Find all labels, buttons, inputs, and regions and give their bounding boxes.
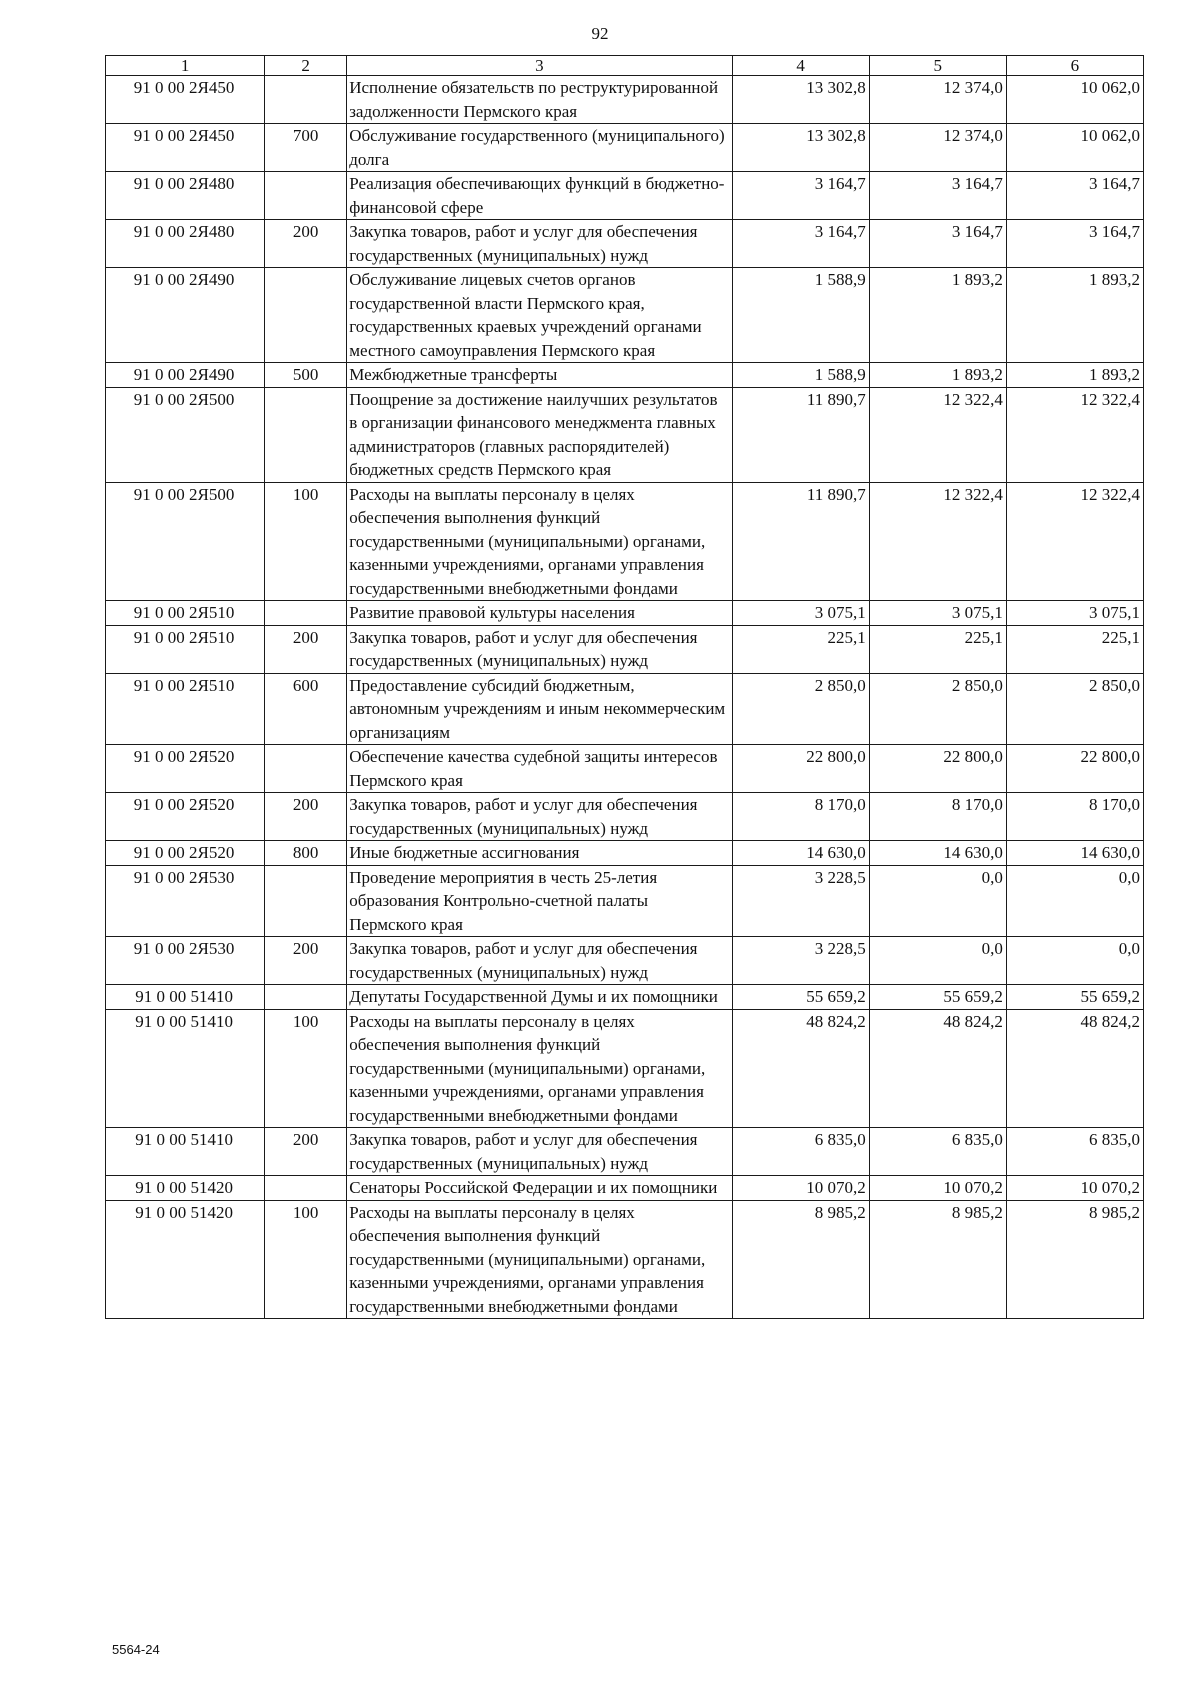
table-row xyxy=(106,937,1144,985)
expense-name: Закупка товаров, работ и услуг для обеспечения государственных (муниципальных) нужд xyxy=(347,220,732,268)
expense-name: Расходы на выплаты персоналу в целях обеспечения выполнения функций государственными (муниципальными) органами, казенными учреждениями, органами управления государственными внебюджетными фондами xyxy=(347,1200,732,1319)
table-row xyxy=(106,601,1144,626)
amount-col-6: 0,0 xyxy=(1006,937,1143,985)
target-article-code: 91 0 00 2Я450 xyxy=(106,76,265,124)
table-row xyxy=(106,793,1144,841)
target-article-code: 91 0 00 51410 xyxy=(106,1009,265,1128)
amount-col-5: 3 164,7 xyxy=(869,172,1006,220)
expense-name: Развитие правовой культуры населения xyxy=(347,601,732,626)
amount-col-4: 48 824,2 xyxy=(732,1009,869,1128)
expense-type-code: 100 xyxy=(265,1200,347,1319)
target-article-code: 91 0 00 51420 xyxy=(106,1200,265,1319)
table-row xyxy=(106,482,1144,601)
amount-col-4: 225,1 xyxy=(732,625,869,673)
amount-col-5: 3 164,7 xyxy=(869,220,1006,268)
table-row xyxy=(106,865,1144,937)
target-article-code: 91 0 00 2Я510 xyxy=(106,673,265,745)
target-article-code: 91 0 00 2Я500 xyxy=(106,482,265,601)
expense-name: Закупка товаров, работ и услуг для обеспечения государственных (муниципальных) нужд xyxy=(347,937,732,985)
expense-name: Закупка товаров, работ и услуг для обеспечения государственных (муниципальных) нужд xyxy=(347,793,732,841)
expense-type-code xyxy=(265,268,347,363)
expense-name: Депутаты Государственной Думы и их помощники xyxy=(347,985,732,1010)
expense-name: Закупка товаров, работ и услуг для обеспечения государственных (муниципальных) нужд xyxy=(347,625,732,673)
table-row xyxy=(106,76,1144,124)
target-article-code: 91 0 00 2Я520 xyxy=(106,745,265,793)
amount-col-6: 3 075,1 xyxy=(1006,601,1143,626)
amount-col-4: 8 170,0 xyxy=(732,793,869,841)
amount-col-5: 0,0 xyxy=(869,937,1006,985)
table-row xyxy=(106,1200,1144,1319)
target-article-code: 91 0 00 51410 xyxy=(106,1128,265,1176)
table-row xyxy=(106,1009,1144,1128)
header-col-6: 6 xyxy=(1006,56,1143,76)
amount-col-5: 1 893,2 xyxy=(869,363,1006,388)
amount-col-6: 12 322,4 xyxy=(1006,482,1143,601)
amount-col-4: 11 890,7 xyxy=(732,387,869,482)
amount-col-4: 3 164,7 xyxy=(732,220,869,268)
expense-name: Реализация обеспечивающих функций в бюджетно-финансовой сфере xyxy=(347,172,732,220)
table-row xyxy=(106,172,1144,220)
amount-col-6: 55 659,2 xyxy=(1006,985,1143,1010)
amount-col-6: 1 893,2 xyxy=(1006,363,1143,388)
amount-col-5: 0,0 xyxy=(869,865,1006,937)
amount-col-6: 3 164,7 xyxy=(1006,220,1143,268)
target-article-code: 91 0 00 2Я490 xyxy=(106,268,265,363)
amount-col-5: 48 824,2 xyxy=(869,1009,1006,1128)
expense-type-code xyxy=(265,865,347,937)
target-article-code: 91 0 00 2Я530 xyxy=(106,865,265,937)
amount-col-5: 3 075,1 xyxy=(869,601,1006,626)
header-col-1: 1 xyxy=(106,56,265,76)
amount-col-6: 12 322,4 xyxy=(1006,387,1143,482)
amount-col-4: 13 302,8 xyxy=(732,76,869,124)
amount-col-6: 10 062,0 xyxy=(1006,124,1143,172)
target-article-code: 91 0 00 2Я520 xyxy=(106,841,265,866)
expense-name: Сенаторы Российской Федерации и их помощники xyxy=(347,1176,732,1201)
expense-type-code: 100 xyxy=(265,482,347,601)
expense-type-code xyxy=(265,745,347,793)
expense-type-code: 800 xyxy=(265,841,347,866)
target-article-code: 91 0 00 2Я490 xyxy=(106,363,265,388)
expense-type-code xyxy=(265,601,347,626)
expense-name: Расходы на выплаты персоналу в целях обеспечения выполнения функций государственными (муниципальными) органами, казенными учреждениями, органами управления государственными внебюджетными фондами xyxy=(347,482,732,601)
amount-col-4: 3 164,7 xyxy=(732,172,869,220)
amount-col-5: 12 322,4 xyxy=(869,482,1006,601)
expense-type-code: 200 xyxy=(265,220,347,268)
expense-type-code: 200 xyxy=(265,1128,347,1176)
amount-col-4: 8 985,2 xyxy=(732,1200,869,1319)
amount-col-5: 12 322,4 xyxy=(869,387,1006,482)
expense-type-code: 100 xyxy=(265,1009,347,1128)
amount-col-4: 3 228,5 xyxy=(732,865,869,937)
expense-name: Иные бюджетные ассигнования xyxy=(347,841,732,866)
expense-type-code xyxy=(265,985,347,1010)
expense-name: Проведение мероприятия в честь 25-летия образования Контрольно-счетной палаты Пермского края xyxy=(347,865,732,937)
amount-col-4: 6 835,0 xyxy=(732,1128,869,1176)
amount-col-4: 1 588,9 xyxy=(732,268,869,363)
amount-col-6: 10 070,2 xyxy=(1006,1176,1143,1201)
header-col-4: 4 xyxy=(732,56,869,76)
amount-col-6: 1 893,2 xyxy=(1006,268,1143,363)
table-row xyxy=(106,363,1144,388)
table-row xyxy=(106,673,1144,745)
amount-col-6: 10 062,0 xyxy=(1006,76,1143,124)
expense-name: Обслуживание государственного (муниципального) долга xyxy=(347,124,732,172)
amount-col-4: 3 228,5 xyxy=(732,937,869,985)
document-footer-code: 5564-24 xyxy=(112,1642,160,1657)
expense-type-code xyxy=(265,387,347,482)
expense-name: Обслуживание лицевых счетов органов государственной власти Пермского края, государственных краевых учреждений органами местного самоуправления Пермского края xyxy=(347,268,732,363)
table-row xyxy=(106,625,1144,673)
budget-table xyxy=(105,55,1144,1319)
amount-col-6: 22 800,0 xyxy=(1006,745,1143,793)
expense-name: Межбюджетные трансферты xyxy=(347,363,732,388)
amount-col-4: 13 302,8 xyxy=(732,124,869,172)
expense-name: Поощрение за достижение наилучших результатов в организации финансового менеджмента главных администраторов (главных распорядителей) бюджетных средств Пермского края xyxy=(347,387,732,482)
expense-type-code: 700 xyxy=(265,124,347,172)
expense-name: Закупка товаров, работ и услуг для обеспечения государственных (муниципальных) нужд xyxy=(347,1128,732,1176)
amount-col-5: 12 374,0 xyxy=(869,124,1006,172)
expense-type-code: 500 xyxy=(265,363,347,388)
amount-col-4: 10 070,2 xyxy=(732,1176,869,1201)
target-article-code: 91 0 00 2Я450 xyxy=(106,124,265,172)
amount-col-5: 8 170,0 xyxy=(869,793,1006,841)
amount-col-6: 48 824,2 xyxy=(1006,1009,1143,1128)
amount-col-4: 2 850,0 xyxy=(732,673,869,745)
amount-col-6: 6 835,0 xyxy=(1006,1128,1143,1176)
table-row xyxy=(106,745,1144,793)
amount-col-6: 14 630,0 xyxy=(1006,841,1143,866)
amount-col-4: 3 075,1 xyxy=(732,601,869,626)
target-article-code: 91 0 00 2Я510 xyxy=(106,625,265,673)
expense-name: Расходы на выплаты персоналу в целях обеспечения выполнения функций государственными (муниципальными) органами, казенными учреждениями, органами управления государственными внебюджетными фондами xyxy=(347,1009,732,1128)
expense-type-code xyxy=(265,172,347,220)
amount-col-5: 22 800,0 xyxy=(869,745,1006,793)
target-article-code: 91 0 00 2Я480 xyxy=(106,172,265,220)
header-col-5: 5 xyxy=(869,56,1006,76)
amount-col-5: 225,1 xyxy=(869,625,1006,673)
expense-type-code: 200 xyxy=(265,625,347,673)
amount-col-6: 3 164,7 xyxy=(1006,172,1143,220)
amount-col-5: 12 374,0 xyxy=(869,76,1006,124)
table-header-row xyxy=(106,56,1144,76)
table-row xyxy=(106,1176,1144,1201)
amount-col-5: 1 893,2 xyxy=(869,268,1006,363)
table-row xyxy=(106,985,1144,1010)
header-col-3: 3 xyxy=(347,56,732,76)
amount-col-4: 22 800,0 xyxy=(732,745,869,793)
target-article-code: 91 0 00 2Я480 xyxy=(106,220,265,268)
table-row xyxy=(106,1128,1144,1176)
expense-type-code: 200 xyxy=(265,793,347,841)
expense-type-code xyxy=(265,1176,347,1201)
target-article-code: 91 0 00 51410 xyxy=(106,985,265,1010)
table-row xyxy=(106,268,1144,363)
amount-col-5: 6 835,0 xyxy=(869,1128,1006,1176)
amount-col-6: 0,0 xyxy=(1006,865,1143,937)
expense-type-code: 200 xyxy=(265,937,347,985)
amount-col-6: 225,1 xyxy=(1006,625,1143,673)
amount-col-4: 55 659,2 xyxy=(732,985,869,1010)
target-article-code: 91 0 00 2Я510 xyxy=(106,601,265,626)
amount-col-4: 14 630,0 xyxy=(732,841,869,866)
amount-col-6: 2 850,0 xyxy=(1006,673,1143,745)
table-row xyxy=(106,841,1144,866)
amount-col-5: 10 070,2 xyxy=(869,1176,1006,1201)
table-body xyxy=(106,76,1144,1319)
page-number: 92 xyxy=(591,24,609,43)
target-article-code: 91 0 00 2Я520 xyxy=(106,793,265,841)
table-row xyxy=(106,124,1144,172)
target-article-code: 91 0 00 2Я500 xyxy=(106,387,265,482)
amount-col-4: 11 890,7 xyxy=(732,482,869,601)
expense-type-code: 600 xyxy=(265,673,347,745)
expense-type-code xyxy=(265,76,347,124)
amount-col-5: 2 850,0 xyxy=(869,673,1006,745)
target-article-code: 91 0 00 51420 xyxy=(106,1176,265,1201)
expense-name: Предоставление субсидий бюджетным, автономным учреждениям и иным некоммерческим организациям xyxy=(347,673,732,745)
target-article-code: 91 0 00 2Я530 xyxy=(106,937,265,985)
expense-name: Обеспечение качества судебной защиты интересов Пермского края xyxy=(347,745,732,793)
amount-col-5: 55 659,2 xyxy=(869,985,1006,1010)
amount-col-6: 8 170,0 xyxy=(1006,793,1143,841)
amount-col-6: 8 985,2 xyxy=(1006,1200,1143,1319)
amount-col-5: 14 630,0 xyxy=(869,841,1006,866)
table-row xyxy=(106,220,1144,268)
amount-col-5: 8 985,2 xyxy=(869,1200,1006,1319)
expense-name: Исполнение обязательств по реструктурированной задолженности Пермского края xyxy=(347,76,732,124)
table-row xyxy=(106,387,1144,482)
header-col-2: 2 xyxy=(265,56,347,76)
amount-col-4: 1 588,9 xyxy=(732,363,869,388)
